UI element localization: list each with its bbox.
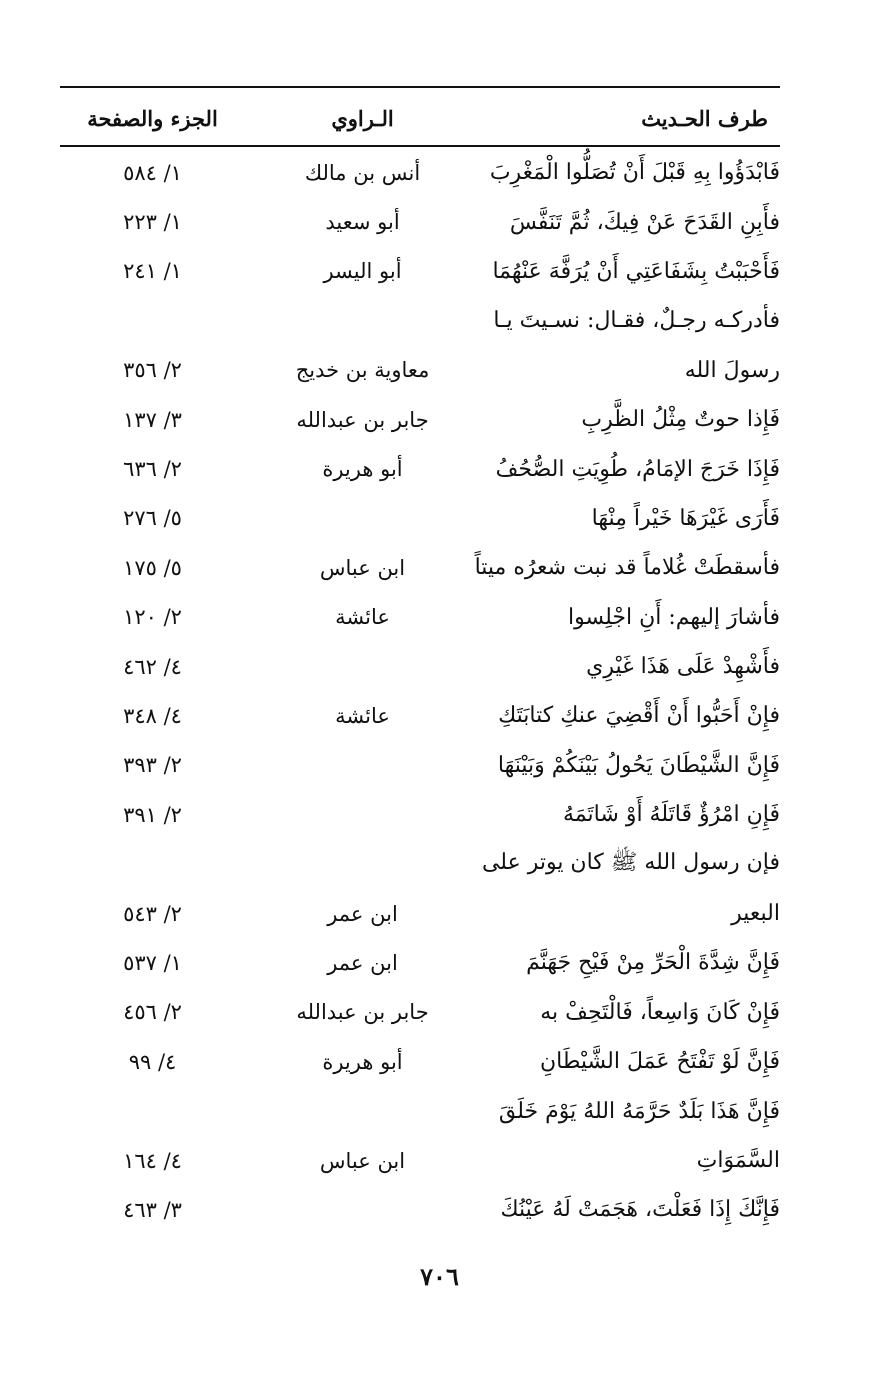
narrator-text: عائشة — [335, 703, 390, 728]
hadith-text: فَإِنِ امْرُؤٌ قَاتَلَهُ أَوْ شَاتَمَهُ — [563, 802, 780, 828]
narrator-text — [245, 741, 480, 790]
narrator-text — [245, 296, 480, 345]
hadith-text: فَإِنَّ شِدَّةَ الْحَرِّ مِنْ فَيْحِ جَهَنَّمَ — [526, 950, 780, 976]
table-row — [60, 494, 780, 543]
narrator-text: معاوية بن خديج — [295, 358, 430, 383]
table-row — [60, 395, 780, 444]
table-row — [60, 593, 780, 642]
volume-page-text: ٢/ ١٢٠ — [123, 605, 182, 630]
hadith-text: فأدركـه رجـلٌ، فقـال: نسـيتَ يـا — [493, 308, 780, 334]
header-volume-page: الجزء والصفحة — [87, 105, 218, 131]
narrator-text: جابر بن عبدالله — [296, 1000, 429, 1025]
hadith-text: فَإِنَّكَ إِذَا فَعَلْتَ، هَجَمَتْ لَهُ عَيْنُكَ — [500, 1197, 780, 1223]
hadith-text: فَإِذا حوتٌ مِثْلُ الظَّرِبِ — [581, 407, 780, 433]
hadith-text: فَإِذَا خَرَجَ الإمَامُ، طُوِيَتِ الصُّحُفُ — [495, 456, 780, 482]
table-row — [60, 790, 780, 839]
hadith-index-table — [60, 148, 780, 1235]
narrator-text: ابن عمر — [327, 901, 398, 926]
narrator-text — [245, 790, 480, 839]
hadith-text: فَإِنَّ الشَّيْطَانَ يَحُولُ بَيْنَكُمْ وَبَيْنَهَا — [497, 752, 780, 778]
hadith-text: فَإِنَّ هَذَا بَلَدٌ حَرَّمَهُ اللهُ يَوْمَ خَلَقَ — [498, 1098, 780, 1124]
table-row — [60, 1086, 780, 1135]
page-number: ٧٠٦ — [420, 1262, 459, 1291]
narrator-text: أبو هريرة — [322, 457, 403, 482]
hadith-text: فأَشْهِدْ عَلَى هَذَا غَيْرِي — [586, 654, 780, 680]
hadith-text: السَّمَوَاتِ — [696, 1148, 780, 1173]
table-row — [60, 346, 780, 395]
hadith-text: فَأَرَى غَيْرَهَا خَيْراً مِنْهَا — [591, 505, 780, 531]
narrator-text — [245, 642, 480, 691]
hadith-text: فَإِنْ كَانَ وَاسِعاً، فَالْتَحِفْ به — [540, 999, 780, 1025]
volume-page-text: ٤/ ٩٩ — [128, 1049, 177, 1074]
volume-page-text: ٤/ ١٦٤ — [123, 1148, 182, 1173]
volume-page-text — [60, 839, 245, 888]
table-row — [60, 691, 780, 740]
table-header — [60, 96, 780, 140]
table-row — [60, 247, 780, 296]
table-row — [60, 148, 780, 197]
hadith-text: فأَبِنِ القَدَحَ عَنْ فِيكَ، ثُمَّ تَنَفَّسَ — [509, 209, 780, 235]
hadith-text: فأشارَ إليهم: أَنِ اجْلِسوا — [568, 604, 780, 630]
narrator-text — [245, 1086, 480, 1135]
table-row — [60, 1136, 780, 1185]
volume-page-text: ٢/ ٥٤٣ — [123, 901, 182, 926]
table-row — [60, 444, 780, 493]
volume-page-text: ٥/ ٢٧٦ — [123, 506, 182, 531]
volume-page-text: ٣/ ١٣٧ — [123, 407, 182, 432]
table-row — [60, 197, 780, 246]
volume-page-text: ٢/ ٣٥٦ — [123, 358, 182, 383]
volume-page-text — [60, 1086, 245, 1135]
hadith-text: فإِنْ أَحَبُّوا أَنْ أَقْضِيَ عنكِ كتابَتَكِ — [498, 703, 780, 729]
narrator-text: أنس بن مالك — [304, 160, 421, 185]
table-row — [60, 543, 780, 592]
narrator-text: أبو اليسر — [323, 259, 402, 284]
table-row — [60, 839, 780, 888]
hadith-text: فَإِنَّ لَوْ تَفْتَحُ عَمَلَ الشَّيْطَانِ — [539, 1049, 780, 1075]
volume-page-text: ٥/ ١٧٥ — [123, 555, 182, 580]
table-row — [60, 1037, 780, 1086]
header-hadith: طرف الحـديث — [641, 105, 768, 131]
narrator-text — [245, 1185, 480, 1234]
table-row — [60, 938, 780, 987]
volume-page-text: ٢/ ٤٥٦ — [123, 1000, 182, 1025]
table-row — [60, 1185, 780, 1234]
hadith-text: فإن رسول الله ﷺ كان يوتر على — [481, 850, 780, 876]
table-row — [60, 741, 780, 790]
narrator-text — [245, 494, 480, 543]
table-row — [60, 988, 780, 1037]
header-rule — [60, 145, 780, 147]
volume-page-text: ٣/ ٤٦٣ — [123, 1197, 182, 1222]
hadith-text: فَابْدَؤُوا بِهِ قَبْلَ أَنْ تُصَلُّوا الْمَغْرِبَ — [489, 160, 780, 186]
hadith-text: البعير — [731, 901, 780, 927]
header-rawi: الـراوي — [331, 105, 394, 131]
volume-page-text: ١/ ٢٢٣ — [123, 210, 182, 235]
narrator-text: ابن عمر — [327, 950, 398, 975]
narrator-text: أبو سعيد — [325, 210, 400, 235]
table-row — [60, 642, 780, 691]
volume-page-text: ٢/ ٦٣٦ — [123, 457, 182, 482]
volume-page-text: ٢/ ٣٩٣ — [123, 753, 182, 778]
volume-page-text: ١/ ٥٣٧ — [123, 950, 182, 975]
narrator-text: جابر بن عبدالله — [296, 407, 429, 432]
narrator-text — [245, 839, 480, 888]
volume-page-text: ١/ ٢٤١ — [123, 259, 182, 284]
hadith-text: رسولَ الله — [684, 357, 780, 383]
narrator-text: ابن عباس — [319, 1148, 406, 1173]
table-row — [60, 889, 780, 938]
volume-page-text: ٢/ ٣٩١ — [123, 802, 182, 827]
top-rule — [60, 86, 780, 88]
narrator-text: عائشة — [335, 605, 390, 630]
volume-page-text: ٤/ ٤٦٢ — [123, 654, 182, 679]
hadith-text: فَأَحْبَبْتُ بِشَفَاعَتِي أَنْ يُرَفَّهَ عَنْهُمَا — [492, 258, 780, 284]
volume-page-text: ٤/ ٣٤٨ — [123, 703, 182, 728]
table-row — [60, 296, 780, 345]
volume-page-text — [60, 296, 245, 345]
narrator-text: أبو هريرة — [322, 1049, 403, 1074]
volume-page-text: ١/ ٥٨٤ — [123, 160, 182, 185]
narrator-text: ابن عباس — [319, 555, 406, 580]
hadith-text: فأسقطَتْ غُلاماً قد نبت شعرُه ميتاً — [474, 555, 780, 581]
